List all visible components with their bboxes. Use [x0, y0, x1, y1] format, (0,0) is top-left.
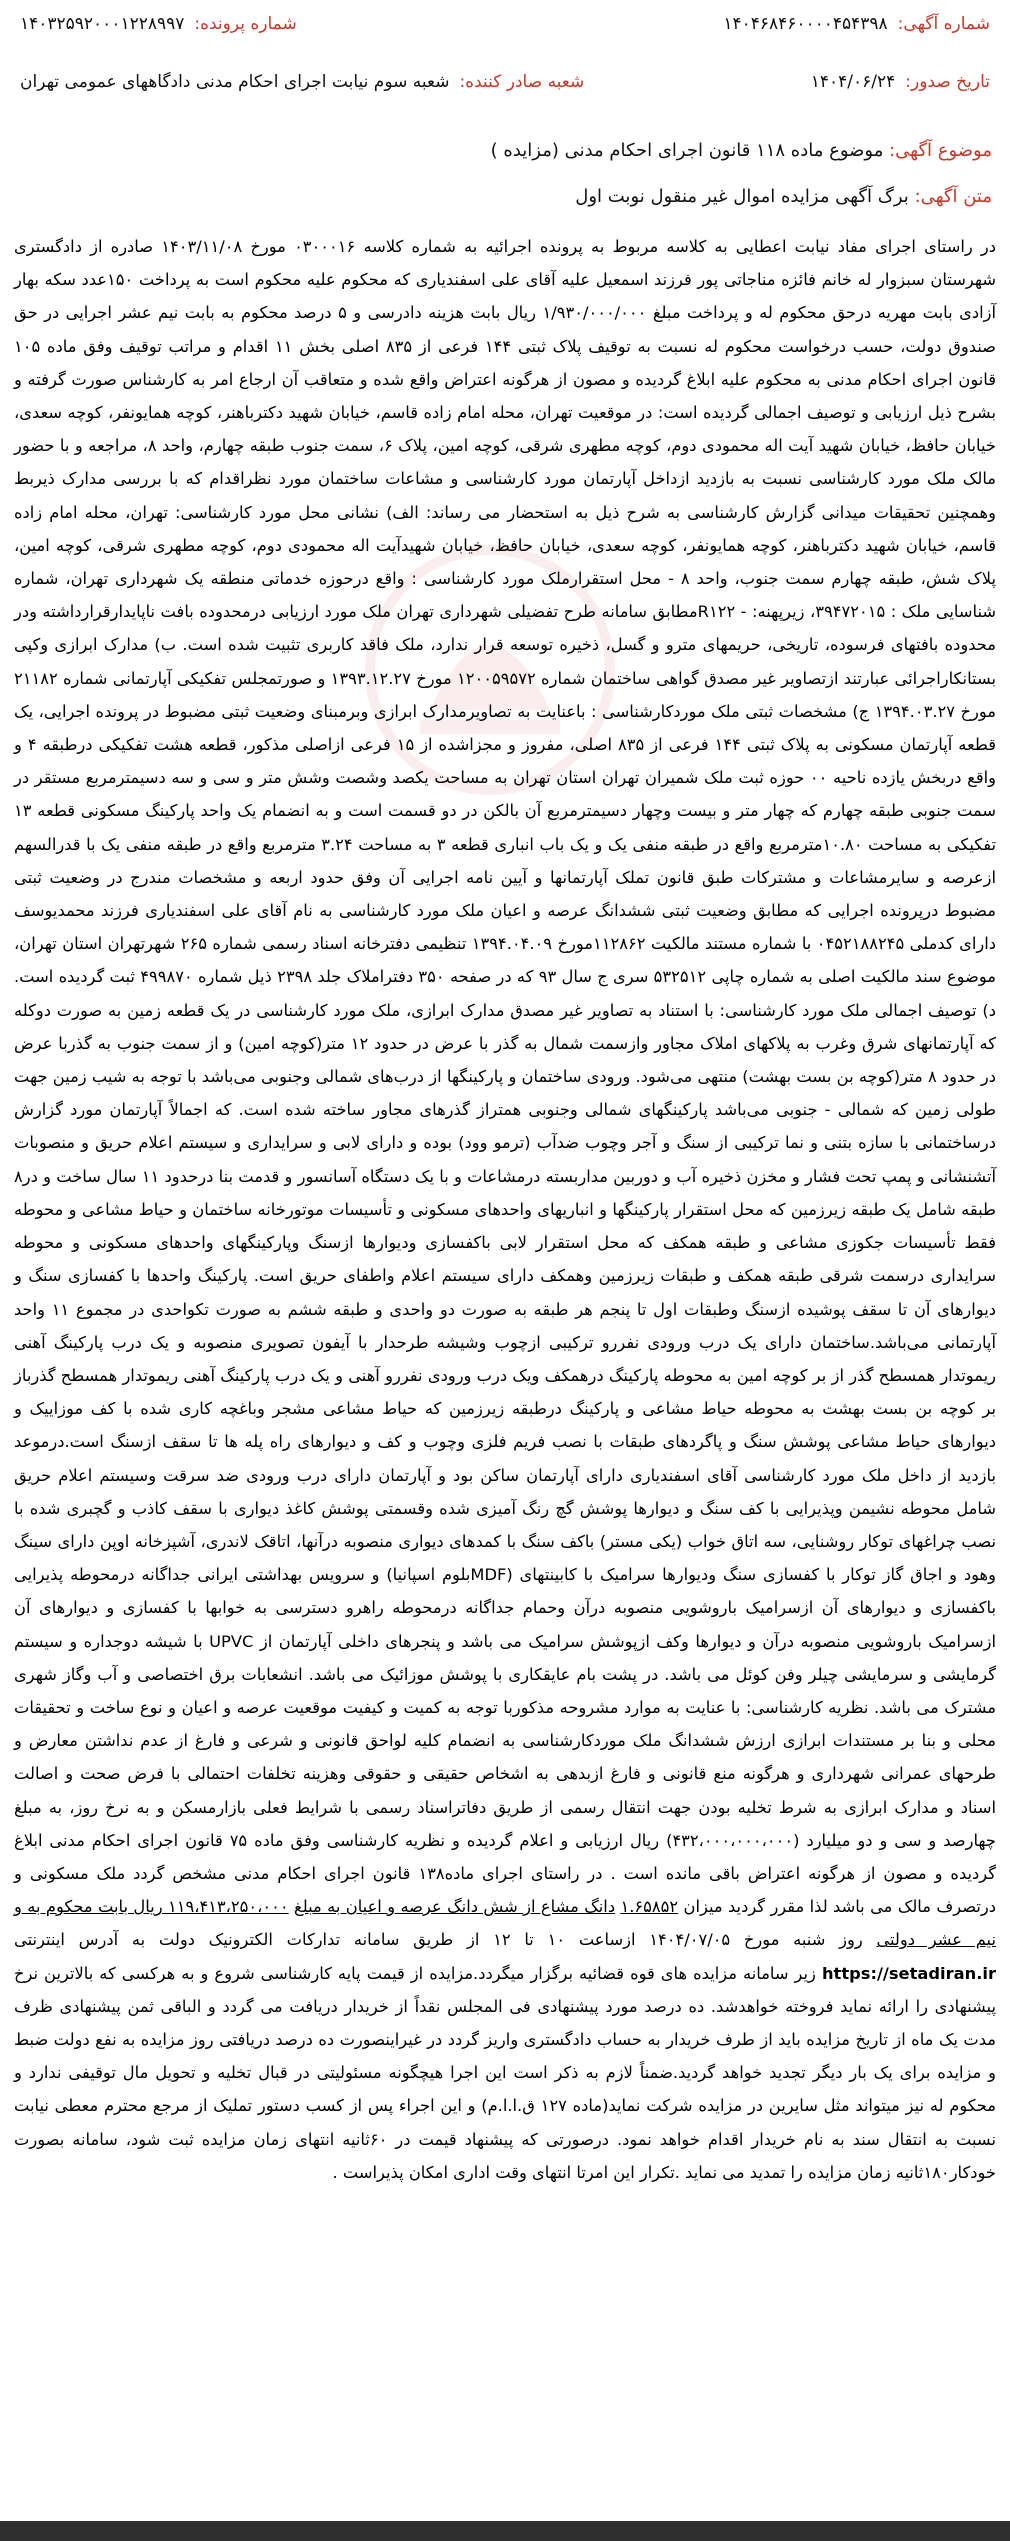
- notice-text-line: [18, 186, 992, 207]
- case-number-label: شماره پرونده:: [194, 14, 297, 34]
- issue-date: [811, 72, 990, 92]
- issuing-branch: [20, 72, 584, 92]
- notice-body: [14, 230, 996, 2189]
- notice-number-value: ۱۴۰۴۶۸۴۶۰۰۰۰۴۵۴۳۹۸: [723, 14, 888, 34]
- case-number-value: ۱۴۰۳۲۵۹۲۰۰۰۱۲۲۸۹۹۷: [20, 14, 185, 34]
- notice-number-label: شماره آگهی:: [897, 14, 990, 34]
- header-row-2: [20, 72, 990, 92]
- auction-terms-text: زیر سامانه مزایده های قوه قضائیه برگزار میگردد.مزایده از قیمت پایه کارشناسی شروع و به هرکسی که بالاترین نرخ پیشنهادی را ارائه نماید فروخته خواهدشد. ده درصد مورد پیشنهادی فی المجلس نقداً از خریدار دریافت می گردد و الباقی ثمن پیشنهادی ظرف مدت یک ماه از تاریخ مزایده باید از طرف خریدار به حساب دادگستری واریز گردد در غیراینصورت ده درصد دریافتی روز مزایده به نفع دولت ضبط و مزایده برای یک بار دیگر تجدید خواهد گردید.ضمناً لازم به ذکر است این اجرا هیچگونه مسئولیتی در قبال تخلیه و تحویل مال توقیفی ندارد و محکوم له نیز میتواند مثل سایرین در مزایده شرکت نماید(ماده ۱۲۷ ق.ا.ا.م) و این اجراء پس از کسب دستور تملیک از مرجع محترم معطی نیابت نسبت به انتقال سند به نام خریدار اقدام خواهد نمود. درصورتی که پیشنهاد قیمت در ۶۰ثانیه انتهای زمان مزایده ثبت شود، سامانه بصورت خودکار۱۸۰ثانیه زمان مزایده را تمدید می نماید .تکرار این امرتا انتهای وقت اداری امکان پذیراست .: [14, 1963, 996, 2182]
- body-paragraph: [14, 230, 996, 2189]
- subject-line: [18, 140, 992, 161]
- case-number: [20, 14, 297, 34]
- footer-strip: [0, 2521, 1010, 2541]
- auction-date-text: روز شنبه مورخ ۱۴۰۴/۰۷/۰۵ ازساعت ۱۰ تا ۱۲ از طریق سامانه تدارکات الکترونیک دولت به آدرس اینترنتی: [14, 1930, 863, 1950]
- notice-number: [723, 14, 990, 34]
- notice-text-label: متن آگهی:: [914, 186, 992, 207]
- header-row-1: [20, 14, 990, 34]
- body-text-main: در راستای اجرای مفاد نیابت اعطایی به کلاسه مربوط به پرونده اجرائیه به شماره کلاسه ۰۳۰۰۰۱۶ مورخ ۱۴۰۳/۱۱/۰۸ صادره از دادگستری شهرستان سبزوار له خانم فائزه مناجاتی پور فرزند اسمعیل علیه آقای علی اسفندیاری که محکوم علیه محکوم است به پرداخت ۱۵۰عدد سکه بهار آزادی بابت مهریه درحق محکوم له و پرداخت مبلغ ۱/۹۳۰/۰۰۰/۰۰۰ ریال بابت هزینه دادرسی و ۵ درصد محکوم به بابت نیم عشر اجرایی در حق صندوق دولت، حسب درخواست محکوم له نسبت به توقیف پلاک ثبتی ۱۴۴ فرعی از ۸۳۵ اصلی بخش ۱۱ اقدام و مراتب توقیف وفق ماده ۱۰۵ قانون اجرای احکام مدنی به محکوم علیه ابلاغ گردیده و مصون از هرگونه اعتراض واقع شده و متعاقب آن ارجاع امر به کارشناس صورت گرفته و بشرح ذیل ارزیابی و توصیف اجمالی گردیده است: در موقعیت تهران، محله امام زاده قاسم، خیابان شهید دکترباهنر، کوچه همایونفر، کوچه سعدی، خیابان حافظ، خیابان شهید آیت اله محمودی دوم، کوچه مطهری شرقی، کوچه امین، پلاک ۶، سمت جنوب طبقه چهارم، واحد ۸، مراجعه و با حضور مالک ملک مورد کارشناسی نسبت به بازدید ازداخل آپارتمان مورد کارشناسی و مشاعات ساختمان مورد نظراقدام که با بررسی مدارک ذیربط وهمچنین تحقیقات میدانی گزارش کارشناسی به شرح ذیل به استحضار می رساند: الف) نشانی محل مورد کارشناسی: تهران، محله امام زاده قاسم، خیابان شهید دکترباهنر، کوچه همایونفر، کوچه سعدی، خیابان حافظ، خیابان شهیدآیت اله محمودی دوم، کوچه مطهری شرقی، کوچه امین، پلاک شش، طبقه چهارم سمت جنوب، واحد ۸ - محل استقرارملک مورد کارشناسی : واقع درحوزه خدماتی منطقه یک شهرداری تهران، شماره شناسایی ملک : ۳۹۴۷۲۰۱۵، زیرپهنه: - R۱۲۲مطابق سامانه طرح تفضیلی شهرداری تهران ملک مورد ارزیابی درمحدوده بافت ناپایدارقرارداشته ودر محدوده بافتهای فرسوده، تاریخی، حریمهای مترو و گسل، ذخیره توسعه قرار ندارد، ملک فاقد کاربری تثبیت شده است. ب) مدارک ابرازی وکپی بستانکاراجرائی عبارتند ازتصاویر غیر مصدق گواهی ساختمان شماره ۱۲۰۰۵۹۵۷۲ مورخ ۱۳۹۳.۱۲.۲۷ و صورتمجلس تفکیکی آپارتمانی شماره ۲۱۱۸۲ مورخ ۱۳۹۴.۰۳.۲۷ ج) مشخصات ثبتی ملک موردکارشناسی : باعنایت به تصاویرمدارک ابرازی وبرمبنای وضعیت ثبتی مضبوط در پرونده اجرایی، یک قطعه آپارتمان مسکونی به پلاک ثبتی ۱۴۴ فرعی از ۸۳۵ اصلی، مفروز و مجزاشده از ۱۵ فرعی ازاصلی مذکور، قطعه هشت تفکیکی درطبقه ۴ و واقع دربخش یازده ناحیه ۰۰ حوزه ثبت ملک شمیران تهران استان تهران به مساحت یکصد وشصت وشش متر و سی و سه دسیمترمربع مستقر در سمت جنوبی طبقه چهارم که چهار متر و بیست وچهار دسیمترمربع آن بالکن در دو قسمت است و به انضمام یک واحد پارکینگ مسکونی قطعه ۱۳ تفکیکی به مساحت ۱۰.۸۰مترمربع واقع در طبقه منفی یک و یک باب انباری قطعه ۳ به مساحت ۳.۲۴ مترمربع واقع در طبقه منفی یک با قدرالسهم ازعرصه و سایرمشاعات و مشترکات طبق قانون تملک آپارتمانها و آیین نامه اجرایی آن وفق حدود اربعه و مشخصات مندرج در وضعیت ثبتی مضبوط درپرونده اجرایی که مطابق وضعیت ثبتی ششدانگ عرصه و اعیان ملک مورد کارشناسی به نام آقای علی اسفندیاری فرزند محمدیوسف دارای کدملی ۰۴۵۲۱۸۸۲۴۵ با شماره مستند مالکیت ۱۱۲۸۶۲مورخ ۱۳۹۴.۰۴.۰۹ تنظیمی دفترخانه اسناد رسمی شماره ۲۶۵ شهرتهران استان تهران، موضوع سند مالکیت اصلی به شماره چاپی ۵۳۲۵۱۲ سری ج سال ۹۳ که در صفحه ۳۵۰ دفتراملاک جلد ۲۳۹۸ ذیل شماره ۴۹۹۸۷۰ ثبت گردیده است. د) توصیف اجمالی ملک مورد کارشناسی: با استناد به تصاویر غیر مصدق مدارک ابرازی، ملک مورد کارشناسی در یک قطعه زمین به صورت دوکله که آپارتمانهای شرق وغرب به پلاکهای املاک مجاور وازسمت شمال به گذر با عرض در حدود ۱۲ متر(کوچه امین) و از سمت جنوب به گذربا عرض در حدود ۸ متر(کوچه بن بست بهشت) منتهی می‌شود. ورودی ساختمان و پارکینگها از درب‌های شمالی وجنوبی می‌باشد با توجه به شیب زمین جهت طولی زمین که شمالی - جنوبی می‌باشد پارکینگهای شمالی وجنوبی همتراز گذرهای مجاور ساخته شده است. که اجمالاً آپارتمان مورد گزارش درساختمانی با سازه بتنی و نما ترکیبی از سنگ و آجر وچوب ضدآب (ترمو وود) بوده و دارای لابی و سرایداری و سیستم اعلام حریق و منصوبات آتشنشانی و پمپ تحت فشار و مخزن ذخیره آب و دوربین مداربسته درمشاعات و با یک دستگاه آسانسور و قدمت بنا درحدود ۱۱ سال ساخت و در۸ طبقه شامل یک طبقه زیرزمین که محل استقرار پارکینگها و انباریهای واحدهای مسکونی و تأسیسات موتورخانه ساختمان و حیاط مشاعی و محوطه فقط تأسیسات جکوزی مشاعی و طبقه همکف که محل استقرار لابی باکفسازی ودیوارها ازسنگ وپارکینگهای واحدهای مسکونی و محوطه سرایداری درسمت شرقی طبقه همکف و طبقات زیرزمین وهمکف دارای سیستم اعلام واطفای حریق است. پارکینگ واحدها با کفسازی سنگ و دیوارهای آن تا سقف پوشیده ازسنگ وطبقات اول تا پنجم هر طبقه به صورت دو واحدی و طبقه ششم به صورت تکواحدی در مجموع ۱۱ واحد آپارتمانی می‌باشد.ساختمان دارای یک درب ورودی نفررو ترکیبی ازچوب وشیشه طرحدار با آیفون تصویری منصوبه و یک درب پارکینگ آهنی ریموتدار همسطح گذر از بر کوچه امین به محوطه پارکینگ درهمکف ویک درب ورودی نفررو آهنی و یک درب پارکینگ آهنی ریموتدار همسطح گذرباز بر کوچه بن بست بهشت به محوطه حیاط مشاعی و پارکینگ درطبقه زیرزمین که حیاط مشاعی مشجر وباغچه کاری شده با کف موزاییک و دیوارهای حیاط مشاعی پوشش سنگ و پاگردهای طبقات با نصب فریم فلزی وچوب و کف و دیوارهای راه پله ها تا سقف ازسنگ است.درموعد بازدید از داخل ملک مورد کارشناسی آقای اسفندیاری دارای آپارتمان ساکن بود و آپارتمان دارای درب ورودی ضد سرقت وسیستم اعلام حریق شامل محوطه نشیمن وپذیرایی با کف سنگ و دیوارها پوشش گچ رنگ آمیزی شده وقسمتی پوشش کاغذ دیواری با سقف کاذب و گچبری شده با نصب چراغهای توکار روشنایی، سه اتاق خواب (یکی مستر) باکف سنگ با کمدهای دیواری منصوبه درآنها، اتاقک لاندری، آشپزخانه اوپن دارای سینگ وهود و اجاق گاز توکار با کفسازی سنگ ودیوارها سرامیک با کابینتهای (MDFبلوم اسپانیا) و سرویس بهداشتی ایرانی جداگانه درمحوطه پذیرایی باکفسازی و دیوارهای آن ازسرامیک باروشویی منصوبه درآن وحمام جداگانه درمحوطه راهرو دسترسی به خوابها با کفسازی و دیوارهای آن ازسرامیک باروشویی منصوبه درآن و دیوارها وکف ازپوشش سرامیک می باشد و پنجرهای داخلی آپارتمان از UPVC با شیشه دوجداره و سیستم گرمایشی و سرمایشی چیلر وفن کوئل می باشد. در پشت بام عایقکاری با پوشش موزائیک می باشد. انشعابات برق اختصاصی و آب وگاز شهری مشترک می باشد. نظریه کارشناسی: با عنایت به موارد مشروحه مذکوربا توجه به کمیت و کیفیت موقعیت عرصه و اعیان و نوع ساخت و تحقیقات محلی و بنا بر مستندات ابرازی ارزش ششدانگ ملک موردکارشناسی به انضمام کلیه لواحق قانونی و شرعی و فارغ از عدم نداشتن معارض و طرحهای عمرانی شهرداری و هرگونه منع قانونی و فارغ ازبدهی به اشخاص حقیقی و حقوقی وهزینه تخلفات احتمالی با فرض صحت و اصالت اسناد و مدارک ابرازی به شرط تخلیه بودن جهت انتقال رسمی از طریق دفاتراسناد رسمی با شرایط فعلی بازارمسکن و به نرخ روز، به مبلغ چهارصد و سی و دو میلیارد (۴۳۲،۰۰۰،۰۰۰،۰۰۰) ریال ارزیابی و اعلام گردیده و نظریه کارشناسی وفق ماده ۷۵ قانون اجرای احکام مدنی ابلاغ گردیده و مصون از هرگونه اعتراض باقی مانده است . در راستای اجرای ماده۱۳۸ قانون اجرای احکام مدنی مشخص گردد ملک مسکونی و درتصرف مالک می باشد لذا مقرر گردید میزان: [14, 237, 997, 1917]
- issuing-branch-value: شعبه سوم نیابت اجرای احکام مدنی دادگاههای عمومی تهران: [20, 72, 450, 92]
- auction-amount: ۱۱۹،۴۱۳،۲۵۰،۰۰۰ ریال بابت محکوم به و نیم عشر دولتی: [14, 1897, 996, 1950]
- subject-label: موضوع آگهی:: [889, 140, 992, 161]
- issue-date-label: تاریخ صدور:: [905, 72, 990, 92]
- issuing-branch-label: شعبه صادر کننده:: [459, 72, 585, 92]
- share-description: دانگ مشاع از شش دانگ عرصه و اعیان به مبلغ: [294, 1897, 616, 1917]
- subject-value: موضوع ماده ۱۱۸ قانون اجرای احکام مدنی (مزایده ): [490, 140, 884, 161]
- setad-url[interactable]: https://setadiran.ir: [821, 1963, 996, 1983]
- issue-date-value: ۱۴۰۴/۰۶/۲۴: [810, 72, 896, 92]
- share-value: ۱.۶۵۸۵۲: [620, 1897, 679, 1917]
- notice-text-value: برگ آگهی مزایده اموال غیر منقول نوبت اول: [575, 186, 909, 207]
